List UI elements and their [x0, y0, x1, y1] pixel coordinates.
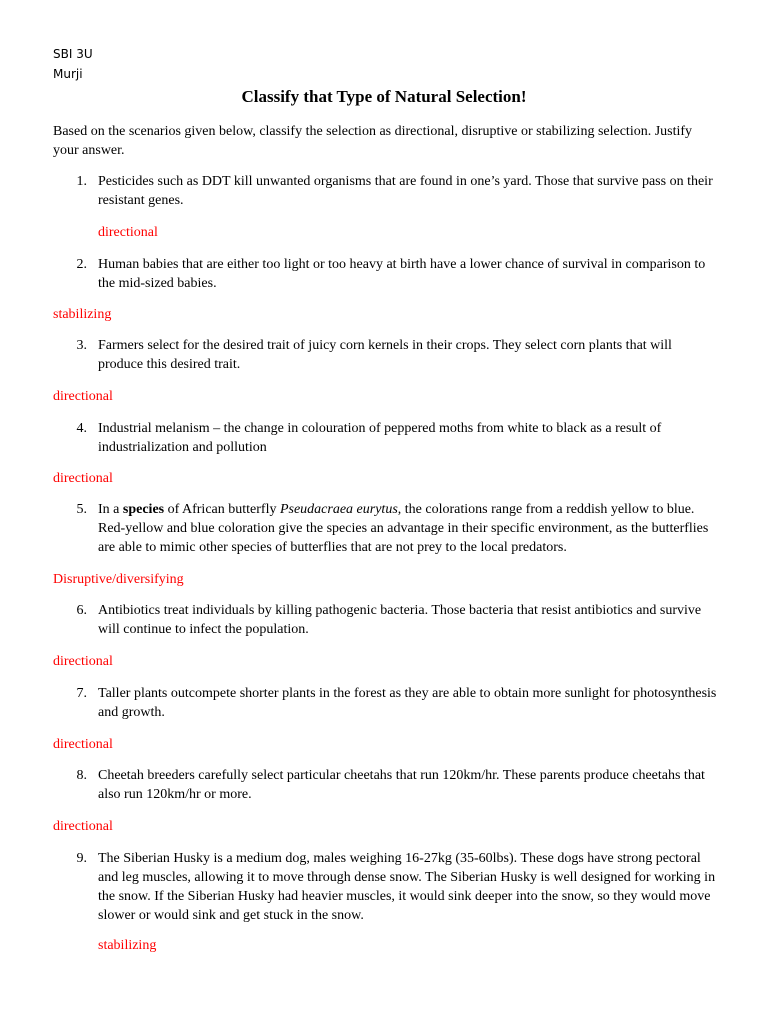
question-number: 9.: [76, 851, 87, 866]
question-number: 2.: [76, 257, 87, 272]
answer-6: directional: [53, 654, 113, 669]
question-text: Farmers select for the desired trait of juicy corn kernels in their crops. They select corn plants that will produce this desired trait.: [98, 338, 672, 372]
question-number: 6.: [76, 603, 87, 618]
question-number: 3.: [76, 338, 87, 353]
question-text: Human babies that are either too light or too heavy at birth have a lower chance of survival in comparison to the mid-sized babies.: [98, 257, 706, 291]
question-number: 5.: [76, 502, 87, 517]
answer-3: directional: [53, 389, 113, 404]
text-suffix: , the colorations range from a reddish yellow to blue. Red-yellow and blue coloration give the species an advantage in their specific environment, as the butterflies are able to mimic other species of butterflies that are not prey to the local predators.: [98, 502, 709, 555]
question-text: Antibiotics treat individuals by killing pathogenic bacteria. Those bacteria that resist antibiotics and survive will continue to infect the population.: [98, 603, 702, 637]
species-name: Pseudacraea eurytus: [279, 502, 398, 517]
instructions: Based on the scenarios given below, classify the selection as directional, disruptive or stabilizing selection. Justify your answer.: [53, 124, 693, 158]
question-number: 1.: [76, 174, 87, 189]
question-text: The Siberian Husky is a medium dog, males weighing 16-27kg (35-60lbs). These dogs have strong pectoral and leg muscles, allowing it to move through dense snow. The Siberian Husky is well designed for working in the snow. If the Siberian Husky had heavier muscles, it would sink deeper into the snow, so they would move slower or would sink and get stuck in the snow.: [98, 851, 716, 923]
question-text: Pesticides such as DDT kill unwanted organisms that are found in one’s yard. Those that survive pass on their resistant genes.: [98, 174, 713, 208]
bold-term: species: [122, 502, 165, 517]
answer-5: Disruptive/diversifying: [53, 572, 184, 587]
answer-8: directional: [53, 819, 113, 834]
question-text: [98, 500, 718, 557]
question-number: 8.: [76, 768, 87, 783]
page-title: Classify that Type of Natural Selection!: [241, 87, 527, 106]
question-number: 4.: [76, 421, 87, 436]
text-mid: of African butterfly: [164, 502, 280, 517]
course-code: SBI 3U: [53, 47, 93, 61]
text-prefix: In a: [98, 502, 123, 517]
teacher-name: Murji: [53, 67, 83, 81]
answer-1: directional: [98, 225, 158, 240]
question-text: Industrial melanism – the change in colouration of peppered moths from white to black as a result of industrialization and pollution: [98, 421, 662, 455]
answer-7: directional: [53, 737, 113, 752]
answer-2: stabilizing: [53, 307, 112, 322]
question-number: 7.: [76, 686, 87, 701]
question-text: Taller plants outcompete shorter plants in the forest as they are able to obtain more sunlight for photosynthesis and growth.: [98, 686, 717, 720]
answer-4: directional: [53, 471, 113, 486]
answer-9: stabilizing: [98, 938, 157, 953]
question-text: Cheetah breeders carefully select particular cheetahs that run 120km/hr. These parents produce cheetahs that also run 120km/hr or more.: [98, 768, 705, 802]
